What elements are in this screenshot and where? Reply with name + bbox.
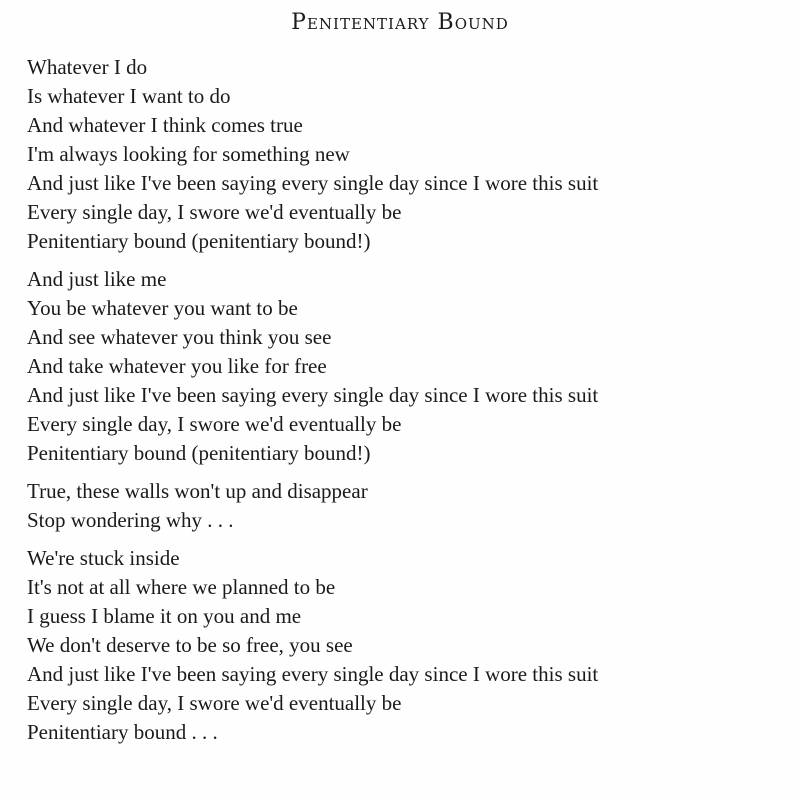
lyrics-body [27,53,787,756]
lyric-line: I'm always looking for something new [27,142,350,166]
stanza-3 [27,477,787,535]
lyric-line: Penitentiary bound . . . [27,720,218,744]
song-title: Penitentiary Bound [291,10,509,35]
lyric-line: And whatever I think comes true [27,113,303,137]
lyric-line: And just like I've been saying every single day since I wore this suit [27,383,599,407]
lyric-line: Stop wondering why . . . [27,508,234,532]
lyric-line: I guess I blame it on you and me [27,604,302,628]
lyric-line: And take whatever you like for free [27,354,327,378]
stanza-4 [27,544,787,747]
lyric-line: We don't deserve to be so free, you see [27,633,353,657]
lyric-line: We're stuck inside [27,546,180,570]
lyric-line: You be whatever you want to be [27,296,298,320]
stanza-2 [27,265,787,468]
lyric-line: And just like I've been saying every single day since I wore this suit [27,662,599,686]
lyric-line: Penitentiary bound (penitentiary bound!) [27,229,371,253]
lyric-line: Every single day, I swore we'd eventually be [27,412,402,436]
lyric-line: True, these walls won't up and disappear [27,479,368,503]
lyric-line: It's not at all where we planned to be [27,575,336,599]
stanza-1 [27,53,787,256]
lyric-line: Is whatever I want to do [27,84,231,108]
lyric-line: Every single day, I swore we'd eventually be [27,691,402,715]
lyric-line: And just like me [27,267,167,291]
lyric-line: And just like I've been saying every single day since I wore this suit [27,171,599,195]
lyric-line: Whatever I do [27,55,148,79]
lyric-line: And see whatever you think you see [27,325,332,349]
lyric-line: Every single day, I swore we'd eventually be [27,200,402,224]
lyric-line: Penitentiary bound (penitentiary bound!) [27,441,371,465]
